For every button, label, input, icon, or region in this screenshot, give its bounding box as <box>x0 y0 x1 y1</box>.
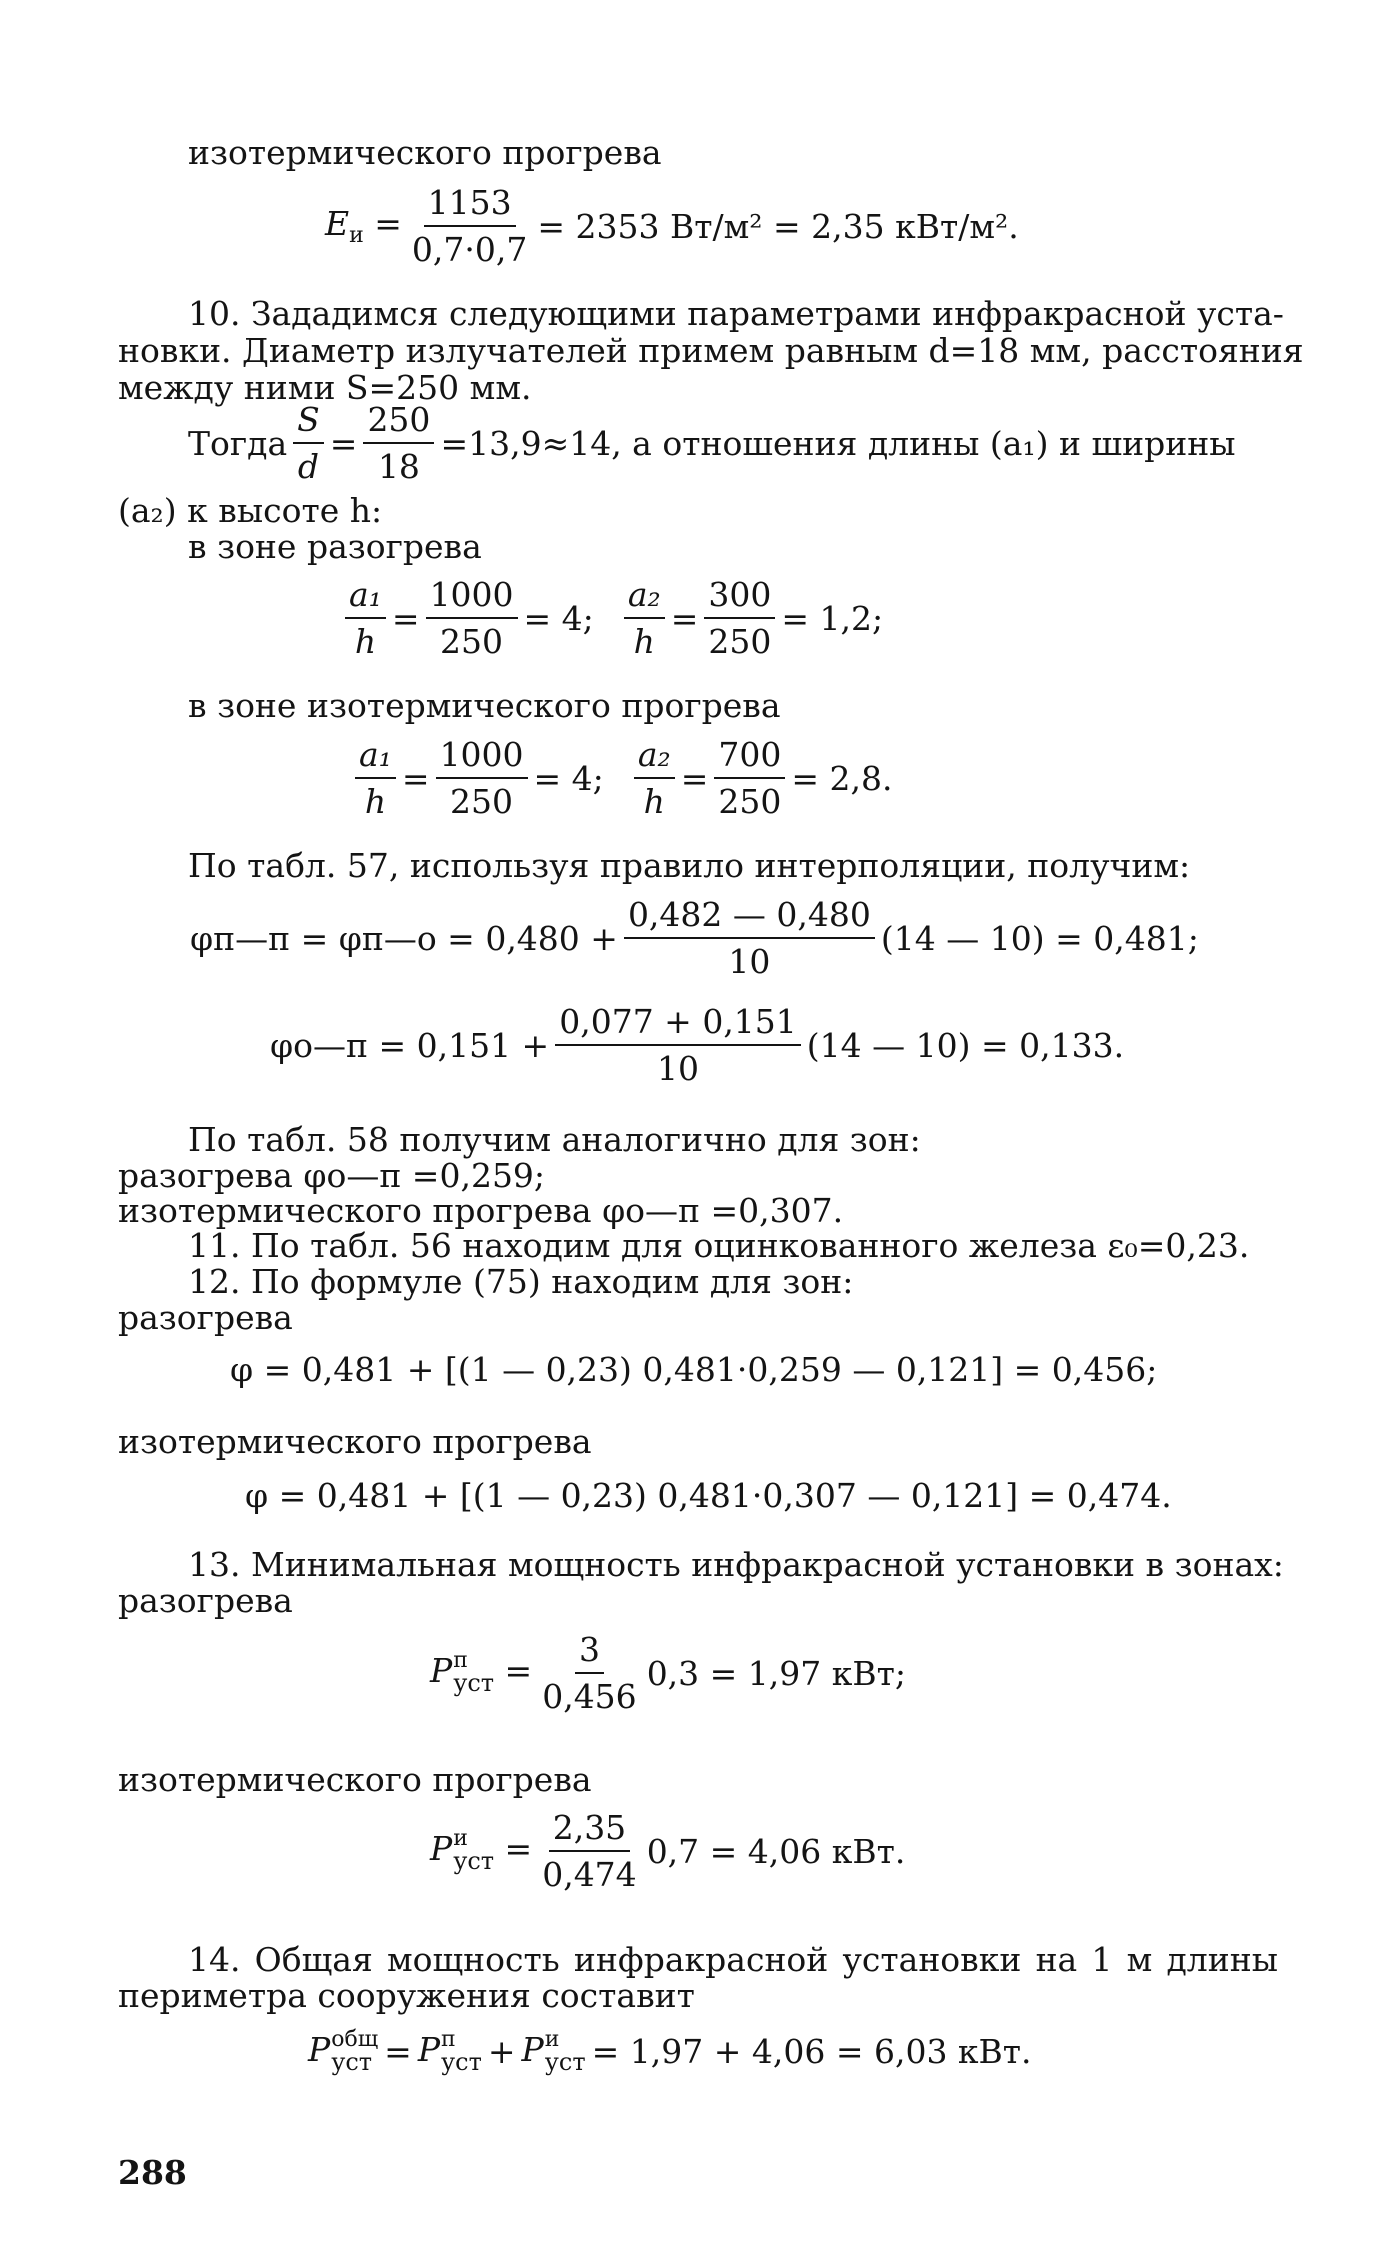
text-line: новки. Диаметр излучателей примем равным d=18 мм, расстояния <box>118 331 1304 370</box>
fraction: $\frac{\text{a₁}}{h}$ <box>345 575 386 661</box>
text-line: 14. Общая мощность инфракрасной установки на 1 м длины <box>188 1940 1278 1979</box>
formula-phi-iso: φ = 0,481 + [(1 — 0,23) 0,481·0,307 — 0,121] = 0,474. <box>245 1476 1172 1515</box>
fraction: $\frac{\text{a₁}}{h}$ <box>355 735 396 821</box>
fraction: $\frac{300}{250}$ <box>704 575 775 661</box>
text-line: изотермического прогрева <box>118 1760 592 1799</box>
text-line: между ними S=250 мм. <box>118 368 532 407</box>
text-line: в зоне разогрева <box>188 527 482 566</box>
formula-phi2: φо—п = 0,151 + $\frac{0,077 + 0,151}{10}$ (14 — 10) = 0,133. <box>270 1002 1125 1088</box>
text-line: изотермического прогрева <box>118 1422 592 1461</box>
text-line: 12. По формуле (75) находим для зон: <box>188 1262 854 1301</box>
fraction: $\frac{250}{18}$ <box>363 400 434 486</box>
text-line: разогрева <box>118 1298 293 1337</box>
fraction: $\frac{\text{a₂}}{h}$ <box>634 735 675 821</box>
text-line: изотермического прогрева <box>188 133 662 172</box>
formula-P-heat: P п уст = $\frac{3}{0,456}$ 0,3 = 1,97 кВт; <box>430 1630 907 1716</box>
formula-ratio: Тогда $\frac{S}{d}$ = $\frac{250}{18}$ =13,9≈14, а отношения длины (a₁) и ширины <box>188 400 1236 486</box>
text-line: По табл. 58 получим аналогично для зон: <box>188 1120 921 1159</box>
formula-P-iso: P и уст = $\frac{2,35}{0,474}$ 0,7 = 4,06 кВт. <box>430 1808 906 1894</box>
formula-phi-heat: φ = 0,481 + [(1 — 0,23) 0,481·0,259 — 0,121] = 0,456; <box>230 1350 1158 1389</box>
fraction: $\frac{1000}{250}$ <box>436 735 528 821</box>
formula-iso-ratios: $\frac{\text{a₁}}{h}$ = $\frac{1000}{250}$ = 4; $\frac{\text{a₂}}{h}$ = $\frac{700}{250}$ = 2,8. <box>355 735 899 821</box>
formula-E: $E_и$ = $\frac{1153}{0,7\cdot 0,7}$ = 2353 Вт/м² = 2,35 кВт/м². <box>325 183 1019 269</box>
formula-phi1: φп—п = φп—о = 0,480 + $\frac{0,482 — 0,480}{10}$ (14 — 10) = 0,481; <box>190 895 1199 981</box>
fraction: $\frac{700}{250}$ <box>714 735 785 821</box>
text-line: периметра сооружения составит <box>118 1976 695 2015</box>
fraction: $\frac{3}{0,456}$ <box>542 1630 637 1716</box>
text-line: разогрева φо—п =0,259; <box>118 1156 546 1195</box>
fraction: $\frac{0,077 + 0,151}{10}$ <box>555 1002 801 1088</box>
text-line: разогрева <box>118 1581 293 1620</box>
text-line: в зоне изотермического прогрева <box>188 686 781 725</box>
page-number: 288 <box>118 2153 187 2192</box>
formula-heat-ratios: $\frac{\text{a₁}}{h}$ = $\frac{1000}{250}$ = 4; $\frac{\text{a₂}}{h}$ = $\frac{300}{250}$ = 1,2; <box>345 575 889 661</box>
fraction: $\frac{0,482 — 0,480}{10}$ <box>624 895 875 981</box>
fraction: $\frac{\text{a₂}}{h}$ <box>624 575 665 661</box>
fraction: $\frac{S}{d}$ <box>293 400 324 486</box>
text-line: 10. Зададимся следующими параметрами инфракрасной уста- <box>188 294 1284 333</box>
fraction: $\frac{1000}{250}$ <box>426 575 518 661</box>
text-line: 11. По табл. 56 находим для оцинкованного железа ε₀=0,23. <box>188 1226 1250 1265</box>
text-line: изотермического прогрева φо—п =0,307. <box>118 1191 844 1230</box>
text-line: По табл. 57, используя правило интерполяции, получим: <box>188 846 1191 885</box>
fraction: $\frac{1153}{0,7\cdot 0,7}$ <box>411 183 528 269</box>
fraction: $\frac{2,35}{0,474}$ <box>542 1808 637 1894</box>
text-line: (a₂) к высоте h: <box>118 491 383 530</box>
text-line: 13. Минимальная мощность инфракрасной установки в зонах: <box>188 1545 1284 1584</box>
formula-P-total: P общ уст = P п уст + P и уст = 1,97 + 4,06 = 6,03 кВт. <box>308 2027 1032 2077</box>
